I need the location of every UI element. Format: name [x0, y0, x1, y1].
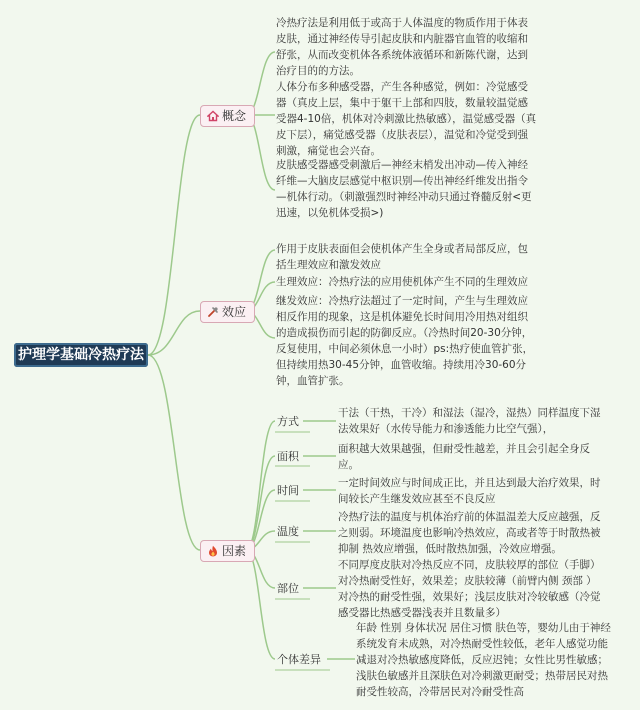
factor-site: 部位 [277, 582, 299, 595]
factor-site-note: 不同厚度皮肤对冷热反应不同，皮肤较厚的部位（手脚）对冷热耐受性好，效果差；皮肤较薄（前臂内侧 颈部 ）对冷热的耐受性强，效果好；浅层皮肤对冷较敏感（冷觉感受器比热感受器浅表并且数量多） [338, 559, 601, 619]
concept-note-1: 冷热疗法是利用低于或高于人体温度的物质作用于体表皮肤，通过神经传导引起皮肤和内脏器官血管的收缩和舒张，从而改变机体各系统体液循环和新陈代谢，达到治疗目的的方法。 [276, 17, 528, 77]
branch-concept [200, 105, 255, 127]
factor-area: 面积 [277, 450, 299, 463]
effect-note-1: 作用于皮肤表面但会使机体产生全身或者局部反应，包括生理效应和激发效应 [276, 243, 528, 271]
factor-individual: 个体差异 [277, 653, 321, 666]
factor-temperature: 温度 [277, 525, 299, 538]
concept-note-2: 人体分布多种感受器，产生各种感觉，例如：冷觉感受器（真皮上层，集中于躯干上部和四肢，数量较温觉感受器4-10倍，机体对冷刺激比热敏感），温觉感受器（真皮下层），痛觉感受器（皮肤表层），温觉和冷觉受到强刺激，痛觉也会兴奋。 [276, 81, 537, 157]
root-node: 护理学基础冷热疗法 [14, 343, 148, 367]
house-icon [207, 110, 219, 122]
factor-area-note: 面积越大效果越强，但耐受性越差，并且会引起全身反应。 [338, 443, 590, 471]
factor-individual-note: 年龄 性别 身体状况 居住习惯 肤色等，婴幼儿由于神经系统发育未成熟，对冷热耐受性较低，老年人感觉功能减退对冷热敏感度降低，反应迟钝；女性比男性敏感；浅肤色敏感并且深肤色对冷刺激更耐受；热带居民对热耐受性较高，冷带居民对冷耐受性高 [356, 622, 611, 698]
factor-temperature-note: 冷热疗法的温度与机体治疗前的体温温差大反应越强，反之则弱。环境温度也影响冷热效应，高或者等于时散热被抑制 热效应增强，低时散热加强，冷效应增强。 [338, 511, 601, 555]
effect-note-3: 继发效应：冷热疗法超过了一定时间，产生与生理效应相反作用的现象，这是机体避免长时间用冷用热对组织的造成损伤而引起的防御反应。（冷热时间20-30分钟，反复使用，中间必须休息一小时）ps:热疗使血管扩张，但持续用热30-45分钟，血管收缩。持续用冷30-60分钟，血管扩张。 [276, 295, 534, 387]
flame-icon [207, 545, 219, 557]
link-root-factors [148, 355, 200, 550]
link-root-concept [148, 115, 200, 355]
branch-label: 概念 [222, 109, 247, 123]
branch-factors [200, 540, 255, 562]
branch-label: 因素 [222, 544, 247, 558]
branch-label: 效应 [222, 305, 247, 319]
effect-note-2: 生理效应：冷热疗法的应用使机体产生不同的生理效应 [276, 276, 528, 288]
concept-note-3: 皮肤感受器感受刺激后—神经末梢发出冲动—传入神经纤维—大脑皮层感觉中枢识别—传出神经纤维发出指令—机体行动。（刺激强烈时神经冲动只通过脊髓反射<更迅速，以免机体受损>) [276, 159, 532, 219]
factor-time-note: 一定时间效应与时间成正比，并且达到最大治疗效果，时间较长产生继发效应甚至不良反应 [338, 477, 601, 505]
branch-effect [200, 301, 255, 323]
tools-icon [207, 306, 219, 318]
factor-method-note: 干法（干热，干冷）和湿法（湿冷，湿热）同样温度下湿法效果好（水传导能力和渗透能力比空气强）， [338, 407, 601, 435]
factor-time: 时间 [277, 484, 299, 497]
factor-method: 方式 [277, 415, 299, 428]
